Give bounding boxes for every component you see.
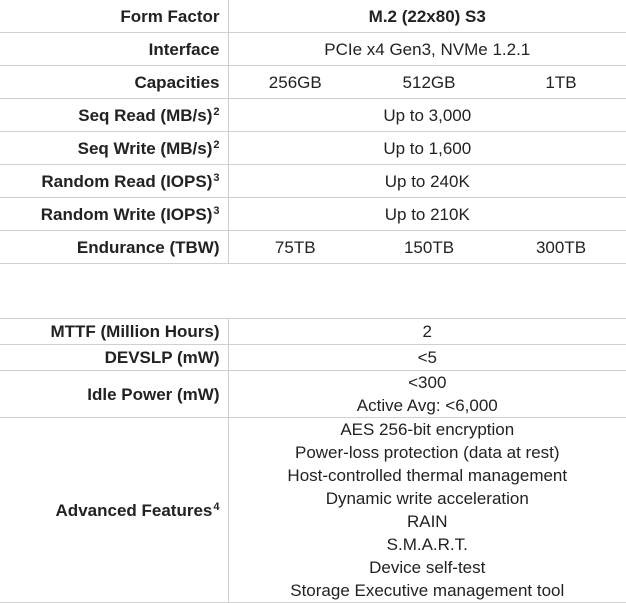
value-advanced-features bbox=[228, 418, 626, 603]
row-seq-write bbox=[0, 132, 626, 165]
note-advanced-features: 4 bbox=[213, 501, 219, 513]
feature-item: S.M.A.R.T. bbox=[229, 533, 626, 556]
note-random-write: 3 bbox=[213, 205, 219, 217]
row-devslp bbox=[0, 345, 626, 371]
label-random-read-text: Random Read (IOPS) bbox=[41, 172, 212, 191]
label-endurance: Endurance (TBW) bbox=[0, 231, 228, 264]
value-devslp: <5 bbox=[228, 345, 626, 371]
feature-item: Power-loss protection (data at rest) bbox=[229, 441, 626, 464]
value-mttf: 2 bbox=[228, 319, 626, 345]
label-seq-write bbox=[0, 132, 228, 165]
feature-item: Storage Executive management tool bbox=[229, 579, 626, 602]
feature-item: AES 256-bit encryption bbox=[229, 418, 626, 441]
value-endurance-3: 300TB bbox=[496, 231, 626, 264]
row-form-factor bbox=[0, 0, 626, 33]
value-seq-read: Up to 3,000 bbox=[228, 99, 626, 132]
value-random-write: Up to 210K bbox=[228, 198, 626, 231]
value-endurance-2: 150TB bbox=[362, 231, 496, 264]
note-seq-write: 2 bbox=[213, 139, 219, 151]
row-capacities bbox=[0, 66, 626, 99]
value-capacity-3: 1TB bbox=[496, 66, 626, 99]
label-random-write-text: Random Write (IOPS) bbox=[41, 205, 213, 224]
label-random-write bbox=[0, 198, 228, 231]
row-advanced-features bbox=[0, 418, 626, 603]
feature-item: Host-controlled thermal management bbox=[229, 464, 626, 487]
label-capacities: Capacities bbox=[0, 66, 228, 99]
value-random-read: Up to 240K bbox=[228, 165, 626, 198]
label-random-read bbox=[0, 165, 228, 198]
row-random-write bbox=[0, 198, 626, 231]
label-seq-write-text: Seq Write (MB/s) bbox=[78, 139, 213, 158]
label-form-factor: Form Factor bbox=[0, 0, 228, 33]
value-capacity-1: 256GB bbox=[228, 66, 362, 99]
feature-item: Dynamic write acceleration bbox=[229, 487, 626, 510]
row-spacer bbox=[0, 264, 626, 319]
value-interface: PCIe x4 Gen3, NVMe 1.2.1 bbox=[228, 33, 626, 66]
row-idle-power bbox=[0, 371, 626, 418]
value-endurance-1: 75TB bbox=[228, 231, 362, 264]
row-interface bbox=[0, 33, 626, 66]
spacer-cell bbox=[0, 264, 626, 319]
note-seq-read: 2 bbox=[213, 106, 219, 118]
label-seq-read-text: Seq Read (MB/s) bbox=[78, 106, 212, 125]
label-advanced-features bbox=[0, 418, 228, 603]
value-idle-power bbox=[228, 371, 626, 418]
value-form-factor: M.2 (22x80) S3 bbox=[228, 0, 626, 33]
label-seq-read bbox=[0, 99, 228, 132]
value-seq-write: Up to 1,600 bbox=[228, 132, 626, 165]
row-endurance bbox=[0, 231, 626, 264]
value-capacity-2: 512GB bbox=[362, 66, 496, 99]
label-idle-power: Idle Power (mW) bbox=[0, 371, 228, 418]
idle-power-line-2: Active Avg: <6,000 bbox=[229, 394, 626, 417]
label-advanced-features-text: Advanced Features bbox=[56, 501, 213, 520]
row-mttf bbox=[0, 319, 626, 345]
feature-item: Device self-test bbox=[229, 556, 626, 579]
feature-item: RAIN bbox=[229, 510, 626, 533]
row-random-read bbox=[0, 165, 626, 198]
label-interface: Interface bbox=[0, 33, 228, 66]
idle-power-line-1: <300 bbox=[229, 371, 626, 394]
row-seq-read bbox=[0, 99, 626, 132]
note-random-read: 3 bbox=[213, 172, 219, 184]
label-devslp: DEVSLP (mW) bbox=[0, 345, 228, 371]
label-mttf: MTTF (Million Hours) bbox=[0, 319, 228, 345]
